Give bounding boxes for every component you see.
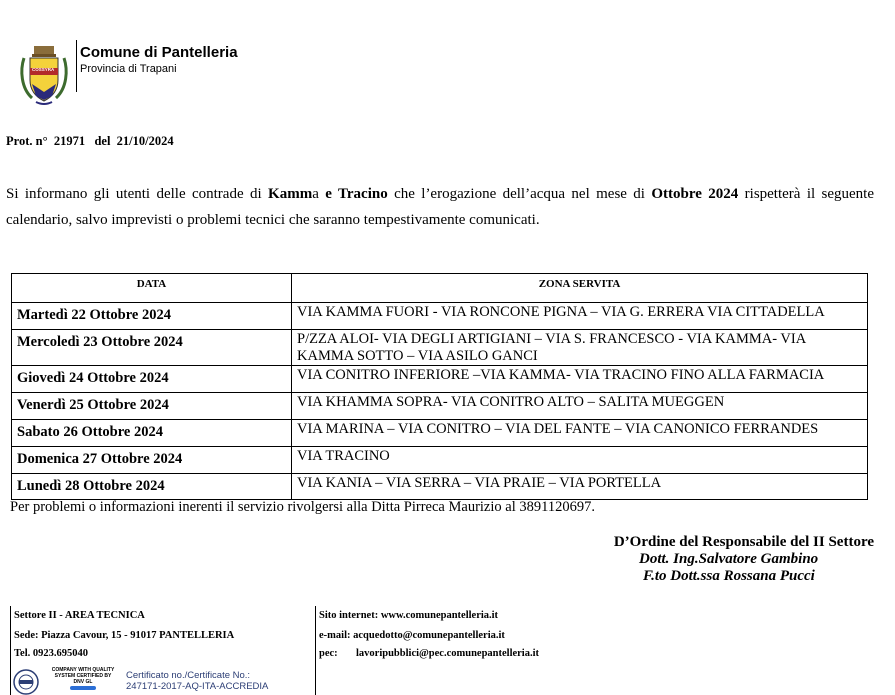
table-header-row (12, 274, 868, 303)
header-divider (76, 40, 77, 92)
dnv-certification-badge: COMPANY WITH QUALITY SYSTEM CERTIFIED BY DNV GL (50, 667, 116, 695)
footer-settore: Settore II - AREA TECNICA (14, 610, 145, 621)
header-date: DATA (12, 274, 292, 303)
row-zone: VIA KHAMMA SOPRA- VIA CONITRO ALTO – SALITA MUEGGEN (292, 393, 868, 420)
footer-address: Sede: Piazza Cavour, 15 - 91017 PANTELLERIA (14, 630, 235, 641)
coat-of-arms-logo (18, 44, 70, 106)
certificate-number: Certificato no./Certificate No.: 247171-2017-AQ-ITA-ACCREDIA (126, 670, 269, 692)
footer-phone: Tel. 0923.695040 (14, 648, 88, 659)
row-date: Lunedì 28 Ottobre 2024 (12, 474, 292, 500)
row-date: Venerdì 25 Ottobre 2024 (12, 393, 292, 420)
table-row (12, 330, 868, 366)
footer-pec-label: pec: (319, 648, 338, 659)
footer-website: Sito internet: www.comunepantelleria.it (319, 610, 499, 621)
schedule-table (11, 273, 868, 500)
footer-divider-left (10, 606, 11, 695)
table-row (12, 303, 868, 330)
contact-note: Per problemi o informazioni inerenti il servizio rivolgersi alla Ditta Pirreca Maurizio al 3891120697. (10, 499, 595, 515)
row-zone: VIA KAMMA FUORI - VIA RONCONE PIGNA – VIA G. ERRERA VIA CITTADELLA (292, 303, 868, 330)
row-zone: VIA MARINA – VIA CONITRO – VIA DEL FANTE – VIA CANONICO FERRANDES (292, 420, 868, 447)
header-zone: ZONA SERVITA (292, 274, 868, 303)
table-row (12, 420, 868, 447)
row-zone: VIA TRACINO (292, 447, 868, 474)
row-date: Martedì 22 Ottobre 2024 (12, 303, 292, 330)
row-date: Domenica 27 Ottobre 2024 (12, 447, 292, 474)
footer-email: e-mail: acquedotto@comunepantelleria.it (319, 630, 505, 641)
table-row (12, 474, 868, 500)
table-row (12, 447, 868, 474)
footer-pec: lavoripubblici@pec.comunepantelleria.it (356, 648, 540, 659)
footer-divider-middle (315, 606, 316, 695)
table-row (12, 393, 868, 420)
signature-name-1: Dott. Ing.Salvatore Gambino (639, 551, 819, 567)
row-zone: VIA CONITRO INFERIORE –VIA KAMMA- VIA TRACINO FINO ALLA FARMACIA (292, 366, 868, 393)
province-name: Provincia di Trapani (80, 63, 177, 75)
row-date: Mercoledì 23 Ottobre 2024 (12, 330, 292, 366)
signature-name-2: F.to Dott.ssa Rossana Pucci (643, 568, 815, 584)
protocol-number: Prot. n° 21971 del 21/10/2024 (6, 134, 174, 148)
intro-paragraph: Si informano gli utenti delle contrade di Kamma e Tracino che l’erogazione dell’acqua nel mese di Ottobre 2024 rispetterà il seguente calendario, salvo imprevisti o problemi tecnici che saranno tempestivamente comunicati. (6, 186, 875, 228)
row-date: Giovedì 24 Ottobre 2024 (12, 366, 292, 393)
row-date: Sabato 26 Ottobre 2024 (12, 420, 292, 447)
certification-seal-icon (12, 667, 40, 695)
municipality-name: Comune di Pantelleria (80, 44, 238, 61)
table-row (12, 366, 868, 393)
row-zone: P/ZZA ALOI- VIA DEGLI ARTIGIANI – VIA S. FRANCESCO - VIA KAMMA- VIA KAMMA SOTTO – VIA ASILO GANCI (292, 330, 868, 366)
signature-title: D’Ordine del Responsabile del II Settore (613, 534, 874, 550)
row-zone: VIA KANIA – VIA SERRA – VIA PRAIE – VIA PORTELLA (292, 474, 868, 500)
logo-label: COSSYRA (32, 67, 55, 72)
